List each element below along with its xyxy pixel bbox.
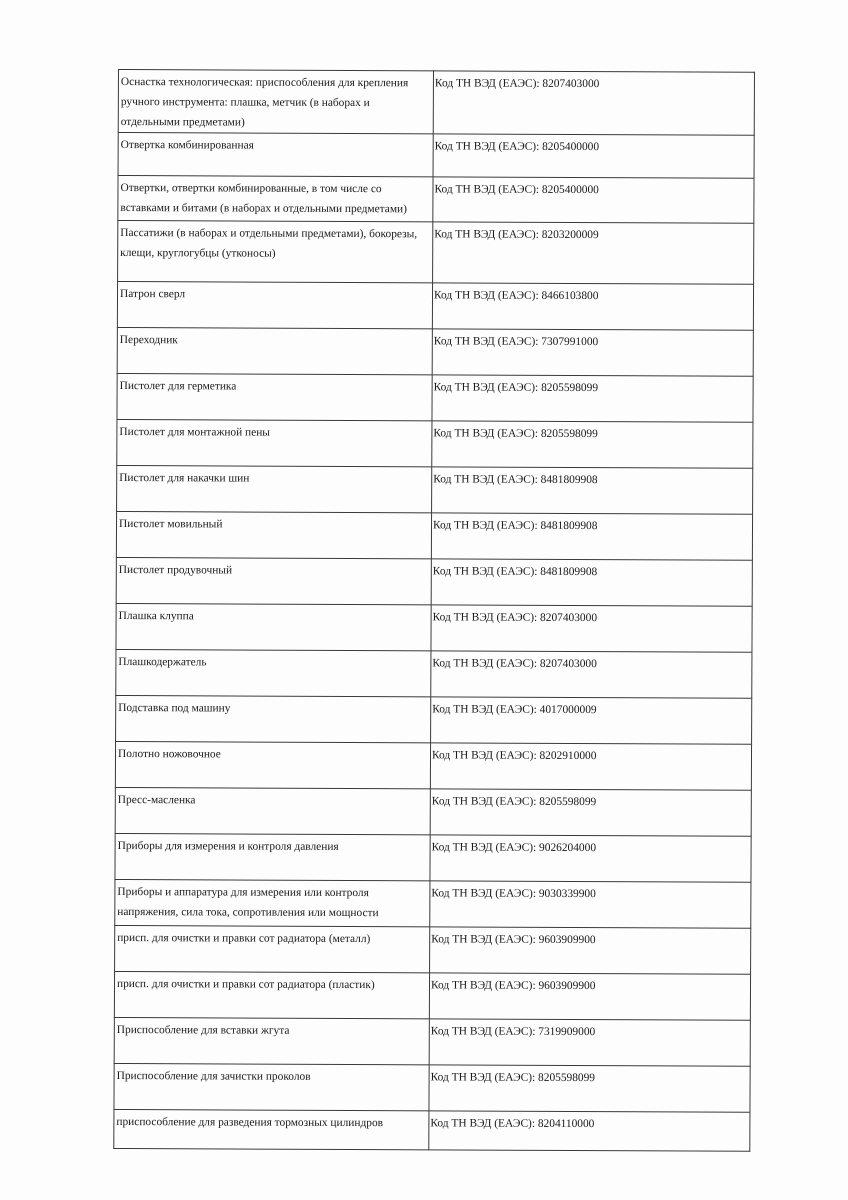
product-name-cell: Плашка клуппа xyxy=(116,603,431,650)
product-name-cell: Патрон сверл xyxy=(117,282,432,329)
table-row xyxy=(116,695,752,744)
product-name-cell: Пистолет для монтажной пены xyxy=(117,419,432,466)
product-name-cell: присп. для очистки и правки сот радиатора (металл) xyxy=(115,925,430,972)
customs-code-cell: Код ТН ВЭД (ЕАЭС): 8481809908 xyxy=(431,513,752,560)
product-name-cell: Пистолет мовильный xyxy=(116,511,431,558)
table-row xyxy=(114,971,750,1020)
table-row xyxy=(117,282,753,331)
product-name-cell: Приборы для измерения и контроля давления xyxy=(115,833,430,880)
customs-code-cell: Код ТН ВЭД (ЕАЭС): 9603909900 xyxy=(429,973,750,1020)
customs-code-cell: Код ТН ВЭД (ЕАЭС): 8202910000 xyxy=(430,743,751,790)
product-name-cell: Отвертка комбинированная xyxy=(118,133,433,177)
table-row xyxy=(114,1063,750,1112)
table-row xyxy=(117,419,753,468)
product-code-table xyxy=(113,69,755,1152)
product-name-cell: приспособление для разведения тормозных цилиндров xyxy=(114,1109,429,1149)
product-name-cell: Пистолет продувочный xyxy=(116,557,431,604)
table-row xyxy=(118,133,754,179)
product-name-cell: Пассатижи (в наборах и отдельными предметами), бокорезы, клещи, круглогубцы (утконосы) xyxy=(118,221,433,283)
table-row xyxy=(117,465,753,514)
product-name-cell: Пистолет для накачки шин xyxy=(117,465,432,512)
product-name-cell: Приспособление для вставки жгута xyxy=(114,1017,429,1064)
table-row xyxy=(115,879,751,928)
table-row xyxy=(118,221,754,285)
product-name-cell: Плашкодержатель xyxy=(116,649,431,696)
customs-code-cell: Код ТН ВЭД (ЕАЭС): 4017000009 xyxy=(431,697,752,744)
table-row xyxy=(117,373,753,422)
table-row xyxy=(115,741,751,790)
customs-code-cell: Код ТН ВЭД (ЕАЭС): 8205598099 xyxy=(430,789,751,836)
table-row xyxy=(114,1109,750,1151)
customs-code-cell: Код ТН ВЭД (ЕАЭС): 8205598099 xyxy=(429,1065,750,1112)
table-row xyxy=(118,70,754,136)
product-name-cell: присп. для очистки и правки сот радиатора (пластик) xyxy=(114,971,429,1018)
product-name-cell: Переходник xyxy=(117,327,432,374)
customs-code-cell: Код ТН ВЭД (ЕАЭС): 8466103800 xyxy=(432,283,753,330)
customs-code-cell: Код ТН ВЭД (ЕАЭС): 8207403000 xyxy=(433,71,754,135)
table-row xyxy=(116,603,752,652)
table-row xyxy=(115,787,751,836)
customs-code-cell: Код ТН ВЭД (ЕАЭС): 8205400000 xyxy=(433,134,754,178)
customs-code-cell: Код ТН ВЭД (ЕАЭС): 8205598099 xyxy=(432,421,753,468)
customs-code-cell: Код ТН ВЭД (ЕАЭС): 9603909900 xyxy=(430,927,751,974)
table-row xyxy=(117,327,753,376)
customs-code-cell: Код ТН ВЭД (ЕАЭС): 8205598099 xyxy=(432,375,753,422)
product-name-cell: Пистолет для герметика xyxy=(117,373,432,420)
table-row xyxy=(115,833,751,882)
table-row xyxy=(116,557,752,606)
table-row xyxy=(114,1017,750,1066)
product-name-cell: Подставка под машину xyxy=(116,695,431,742)
product-name-cell: Отвертки, отвертки комбинированные, в том числе со вставками и битами (в наборах и отдельными предметами) xyxy=(118,176,433,222)
customs-code-cell: Код ТН ВЭД (ЕАЭС): 8207403000 xyxy=(431,651,752,698)
table-row xyxy=(115,925,751,974)
customs-code-cell: Код ТН ВЭД (ЕАЭС): 8204110000 xyxy=(429,1111,750,1151)
product-name-cell: Пресс-масленка xyxy=(115,787,430,834)
customs-code-cell: Код ТН ВЭД (ЕАЭС): 8203200009 xyxy=(433,222,754,284)
table-row xyxy=(116,511,752,560)
customs-code-cell: Код ТН ВЭД (ЕАЭС): 7307991000 xyxy=(432,329,753,376)
customs-code-cell: Код ТН ВЭД (ЕАЭС): 9026204000 xyxy=(430,835,751,882)
customs-code-cell: Код ТН ВЭД (ЕАЭС): 7319909000 xyxy=(429,1019,750,1066)
customs-code-cell: Код ТН ВЭД (ЕАЭС): 8481809908 xyxy=(432,467,753,514)
product-name-cell: Приборы и аппаратура для измерения или контроля напряжения, сила тока, сопротивления или мощности xyxy=(115,879,430,926)
product-name-cell: Оснастка технологическая: приспособления для крепления ручного инструмента: плашка, метчик (в наборах и отдельными предметами) xyxy=(118,70,433,134)
table-row xyxy=(118,176,754,224)
customs-code-cell: Код ТН ВЭД (ЕАЭС): 8205400000 xyxy=(433,177,754,223)
customs-code-cell: Код ТН ВЭД (ЕАЭС): 9030339900 xyxy=(430,881,751,928)
table-row xyxy=(116,649,752,698)
product-name-cell: Приспособление для зачистки проколов xyxy=(114,1063,429,1110)
customs-code-cell: Код ТН ВЭД (ЕАЭС): 8207403000 xyxy=(431,605,752,652)
product-name-cell: Полотно ножовочное xyxy=(115,741,430,788)
customs-code-cell: Код ТН ВЭД (ЕАЭС): 8481809908 xyxy=(431,559,752,606)
